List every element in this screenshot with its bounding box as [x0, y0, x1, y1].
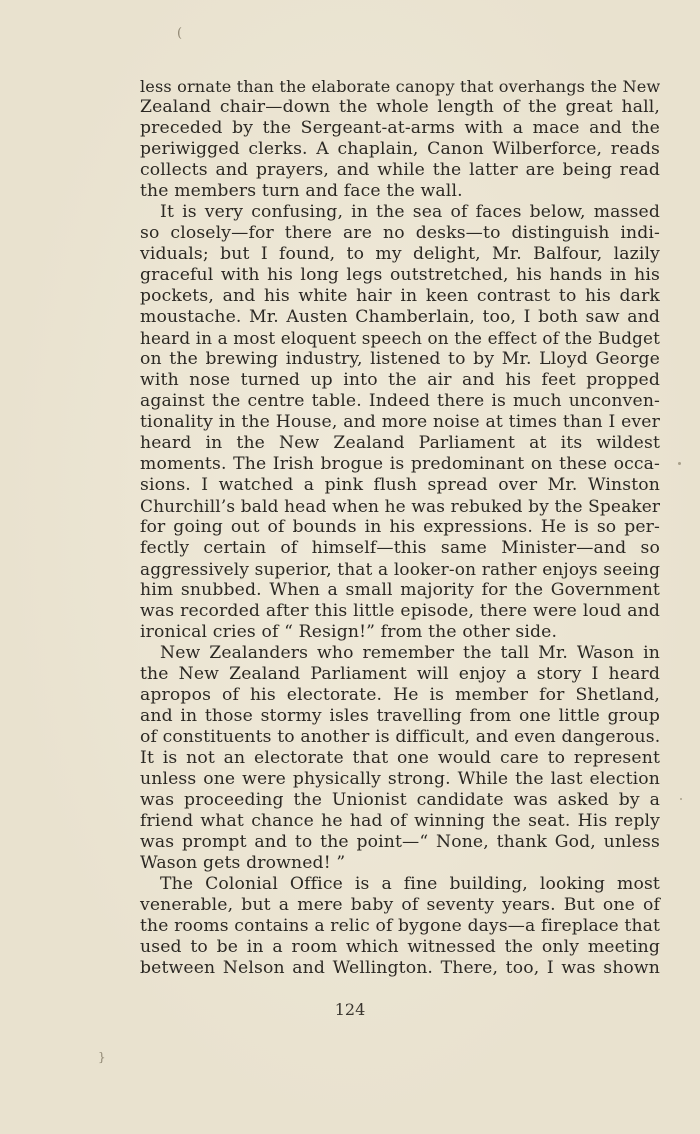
stray-dot [678, 462, 681, 465]
text-line: heard in the New Zealand Parliament at its wildest [140, 433, 660, 453]
text-line: the members turn and face the wall. [140, 181, 463, 201]
text-line: tionality in the House, and more noise at times than I ever [140, 412, 660, 432]
text-line: It is very confusing, in the sea of faces below, massed [160, 202, 660, 222]
text-line: venerable, but a mere baby of seventy years. But one of [140, 895, 660, 915]
text-line: collects and prayers, and while the latter are being read [140, 160, 660, 180]
text-line: The Colonial Office is a fine building, looking most [160, 874, 660, 894]
text-line: ironical cries of “ Resign!” from the other side. [140, 622, 558, 642]
text-line: apropos of his electorate. He is member for Shetland, [140, 685, 660, 705]
text-line: preceded by the Sergeant-at-arms with a mace and the [140, 118, 660, 138]
text-line: against the centre table. Indeed there is much unconven- [140, 391, 660, 411]
text-line: heard in a most eloquent speech on the effect of the Budget [140, 328, 660, 348]
text-line: the rooms contains a relic of bygone days—a fireplace that [140, 916, 660, 936]
text-line: Wason gets drowned! ” [140, 853, 346, 873]
text-line: viduals; but I found, to my delight, Mr. Balfour, lazily [140, 244, 660, 264]
text-line: was recorded after this little episode, there were loud and [140, 601, 660, 621]
stray-mark: } [98, 1050, 106, 1064]
body-text [140, 76, 660, 979]
text-line: for going out of bounds in his expressions. He is so per- [140, 517, 660, 537]
text-line: Churchill’s bald head when he was rebuked by the Speaker [140, 496, 661, 516]
text-line: graceful with his long legs outstretched, his hands in his [140, 265, 660, 285]
text-line: him snubbed. When a small majority for the Government [140, 580, 660, 600]
text-line: less ornate than the elaborate canopy that overhangs the New [140, 77, 661, 96]
text-line: on the brewing industry, listened to by Mr. Lloyd George [140, 349, 660, 369]
text-line: New Zealanders who remember the tall Mr. Wason in [160, 643, 660, 663]
text-line: of constituents to another is difficult, and even dangerous. [140, 727, 661, 747]
text-line: used to be in a room which witnessed the only meeting [140, 937, 660, 957]
text-line: between Nelson and Wellington. There, too, I was shown [140, 958, 660, 978]
stray-dot [680, 798, 682, 800]
text-line: with nose turned up into the air and his feet propped [140, 370, 660, 390]
text-line: was prompt and to the point—“ None, thank God, unless [140, 832, 660, 852]
text-line: friend what chance he had of winning the seat. His reply [140, 811, 660, 831]
text-line: the New Zealand Parliament will enjoy a story I heard [140, 664, 660, 684]
text-line: periwigged clerks. A chaplain, Canon Wilberforce, reads [140, 139, 660, 159]
text-line: so closely—for there are no desks—to distinguish indi- [140, 223, 660, 243]
text-line: pockets, and his white hair in keen contrast to his dark [140, 286, 660, 306]
text-line: and in those stormy isles travelling from one little group [140, 706, 660, 726]
text-line: aggressively superior, that a looker-on rather enjoys seeing [140, 559, 661, 579]
text-line: Zealand chair—down the whole length of the great hall, [140, 97, 660, 117]
stray-mark: ( [177, 26, 183, 41]
text-line: moments. The Irish brogue is predominant on these occa- [140, 454, 660, 474]
text-line: moustache. Mr. Austen Chamberlain, too, I both saw and [140, 307, 660, 327]
text-line: unless one were physically strong. While the last election [140, 769, 660, 789]
page-number: 124 [334, 1000, 366, 1019]
text-line: was proceeding the Unionist candidate was asked by a [140, 790, 660, 810]
text-line: fectly certain of himself—this same Minister—and so [140, 538, 660, 558]
text-line: sions. I watched a pink flush spread over Mr. Winston [140, 475, 660, 495]
text-line: It is not an electorate that one would care to represent [140, 748, 660, 768]
